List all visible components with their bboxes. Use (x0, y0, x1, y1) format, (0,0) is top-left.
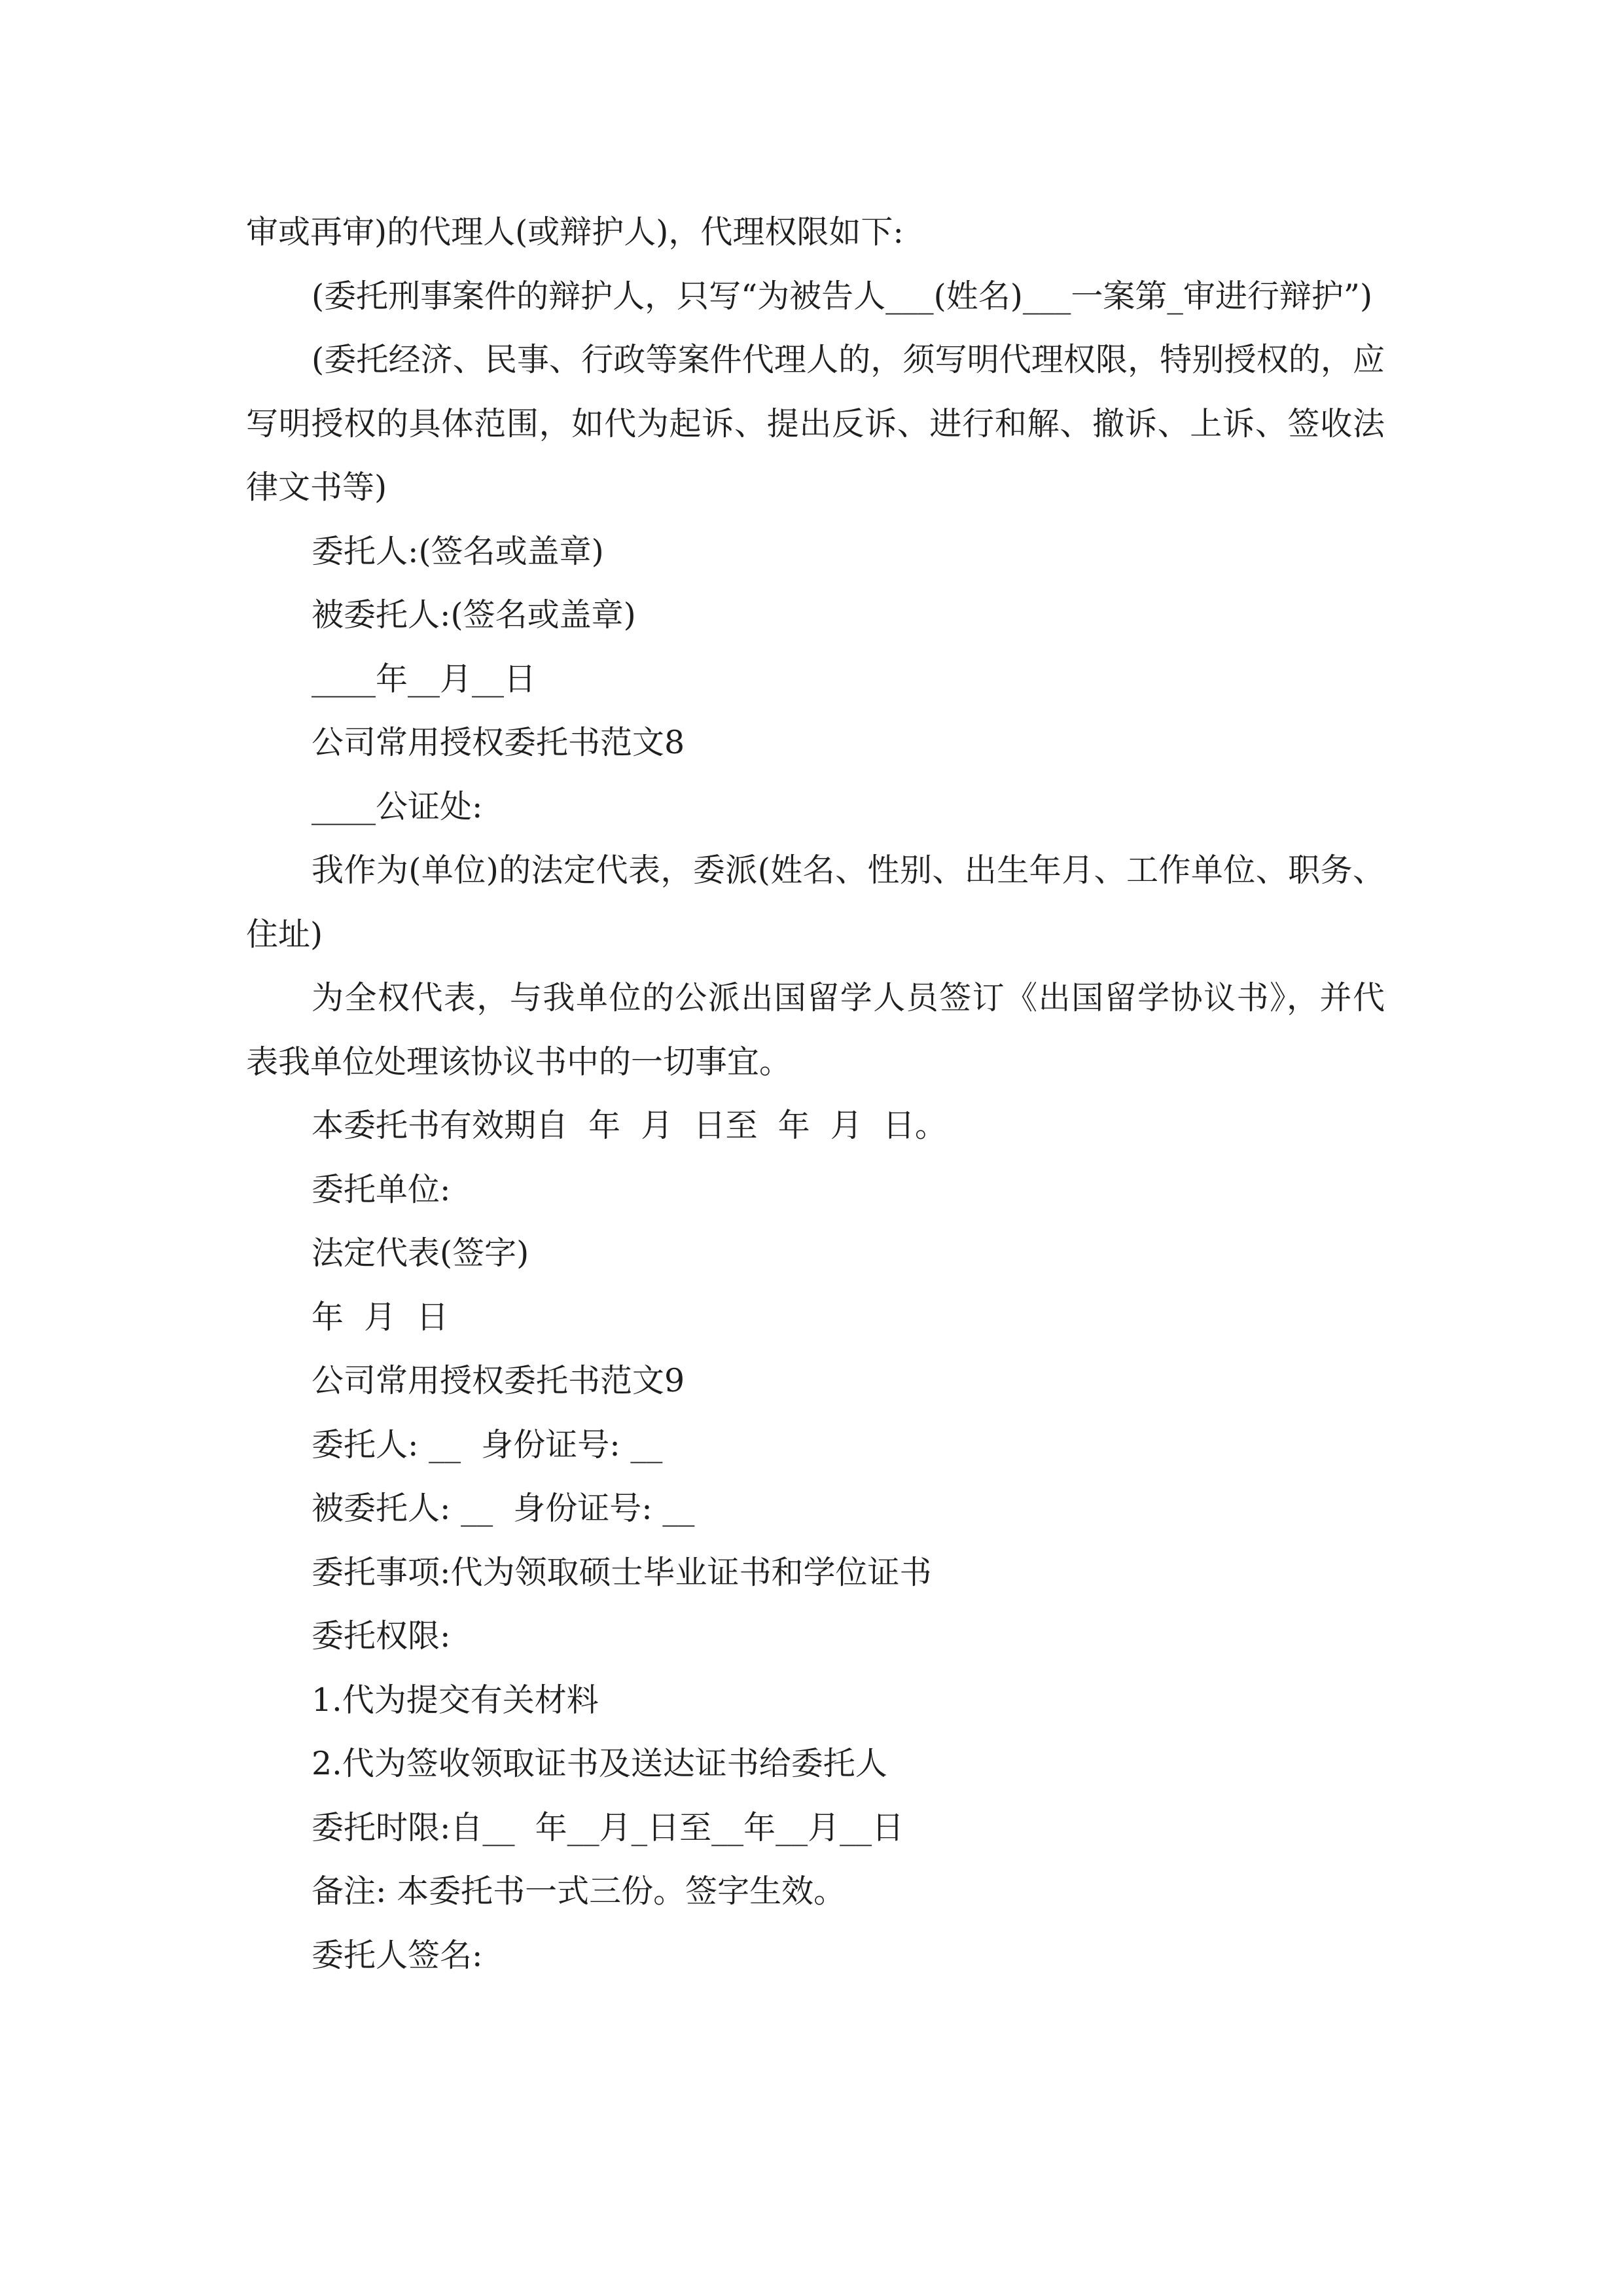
paragraph: 被委托人: __ 身份证号: __ (312, 1490, 695, 1527)
paragraph: 委托人签名: (312, 1936, 483, 1974)
paragraph: 被委托人:(签名或盖章) (312, 596, 636, 634)
document-body (246, 200, 1385, 1987)
paragraph: (委托刑事案件的辩护人，只写“为被告人___(姓名)___一案第_审进行辩护”) (312, 277, 1373, 315)
paragraph: 为全权代表，与我单位的公派出国留学人员签订《出国留学协议书》，并代表我单位处理该协议书中的一切事宜。 (246, 979, 1385, 1081)
section-heading: 公司常用授权委托书范文8 (312, 724, 685, 761)
paragraph: 我作为(单位)的法定代表，委派(姓名、性别、出生年月、工作单位、职务、住址) (246, 852, 1385, 953)
paragraph: 委托时限:自__ 年__月_日至__年__月__日 (312, 1808, 904, 1846)
paragraph: (委托经济、民事、行政等案件代理人的，须写明代理权限，特别授权的，应写明授权的具体范围，如代为起诉、提出反诉、进行和解、撤诉、上诉、签收法律文书等) (246, 341, 1385, 506)
paragraph: 委托事项:代为领取硕士毕业证书和学位证书 (312, 1553, 932, 1591)
list-item: 1.代为提交有关材料 (312, 1681, 599, 1719)
paragraph: 委托人: __ 身份证号: __ (312, 1426, 663, 1463)
paragraph: 备注: 本委托书一式三份。签字生效。 (312, 1873, 846, 1910)
paragraph: 委托单位: (312, 1170, 451, 1208)
paragraph: 法定代表(签字) (312, 1234, 529, 1272)
paragraph: ____年__月__日 (312, 660, 537, 698)
paragraph: 年 月 日 (312, 1298, 449, 1336)
section-heading: 公司常用授权委托书范文9 (312, 1362, 685, 1399)
list-item: 2.代为签收领取证书及送达证书给委托人 (312, 1745, 887, 1782)
paragraph: ____公证处: (312, 787, 483, 825)
paragraph: 委托人:(签名或盖章) (312, 532, 604, 570)
paragraph: 委托权限: (312, 1617, 451, 1655)
paragraph: 审或再审)的代理人(或辩护人)，代理权限如下: (246, 213, 904, 251)
paragraph: 本委托书有效期自 年 月 日至 年 月 日。 (312, 1107, 947, 1144)
